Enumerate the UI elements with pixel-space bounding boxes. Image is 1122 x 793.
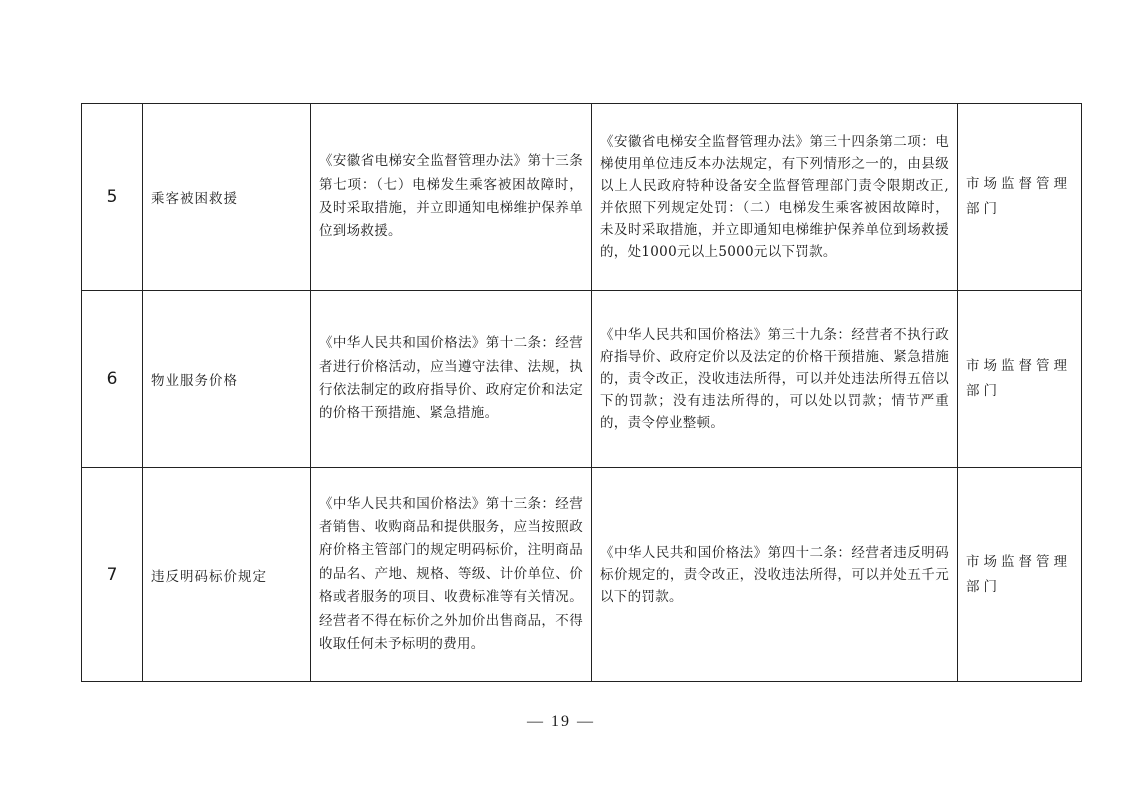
table-row [82, 291, 1082, 468]
row-number: 6 [82, 291, 143, 468]
table-row [82, 468, 1082, 682]
row-number: 7 [82, 468, 143, 682]
penalty-cell: 《中华人民共和国价格法》第四十二条：经营者违反明码标价规定的，责令改正，没收违法所得，可以并处五千元以下的罚款。 [592, 468, 958, 682]
page-number: — 19 — [527, 713, 595, 730]
item-cell: 违反明码标价规定 [143, 468, 311, 682]
legal-basis-cell: 《中华人民共和国价格法》第十二条：经营者进行价格活动，应当遵守法律、法规，执行依法制定的政府指导价、政府定价和法定的价格干预措施、紧急措施。 [311, 291, 592, 468]
item-cell: 物业服务价格 [143, 291, 311, 468]
regulation-table [81, 103, 1082, 682]
item-cell: 乘客被困救援 [143, 104, 311, 291]
department-cell: 市场监督管理部门 [958, 104, 1082, 291]
legal-basis-cell: 《安徽省电梯安全监督管理办法》第十三条第七项：（七）电梯发生乘客被困故障时，及时采取措施，并立即通知电梯维护保养单位到场救援。 [311, 104, 592, 291]
table-row [82, 104, 1082, 291]
row-number: 5 [82, 104, 143, 291]
legal-basis-cell: 《中华人民共和国价格法》第十三条：经营者销售、收购商品和提供服务，应当按照政府价格主管部门的规定明码标价，注明商品的品名、产地、规格、等级、计价单位、价格或者服务的项目、收费标准等有关情况。经营者不得在标价之外加价出售商品，不得收取任何未予标明的费用。 [311, 468, 592, 682]
penalty-cell: 《安徽省电梯安全监督管理办法》第三十四条第二项：电梯使用单位违反本办法规定，有下列情形之一的，由县级以上人民政府特种设备安全监督管理部门责令限期改正,并依照下列规定处罚：（二）电梯发生乘客被困故障时，未及时采取措施，并立即通知电梯维护保养单位到场救援的，处1000元以上5000元以下罚款。 [592, 104, 958, 291]
department-cell: 市场监督管理部门 [958, 468, 1082, 682]
penalty-cell: 《中华人民共和国价格法》第三十九条：经营者不执行政府指导价、政府定价以及法定的价格干预措施、紧急措施的，责令改正，没收违法所得，可以并处违法所得五倍以下的罚款；没有违法所得的，可以处以罚款；情节严重的，责令停业整顿。 [592, 291, 958, 468]
department-cell: 市场监督管理部门 [958, 291, 1082, 468]
